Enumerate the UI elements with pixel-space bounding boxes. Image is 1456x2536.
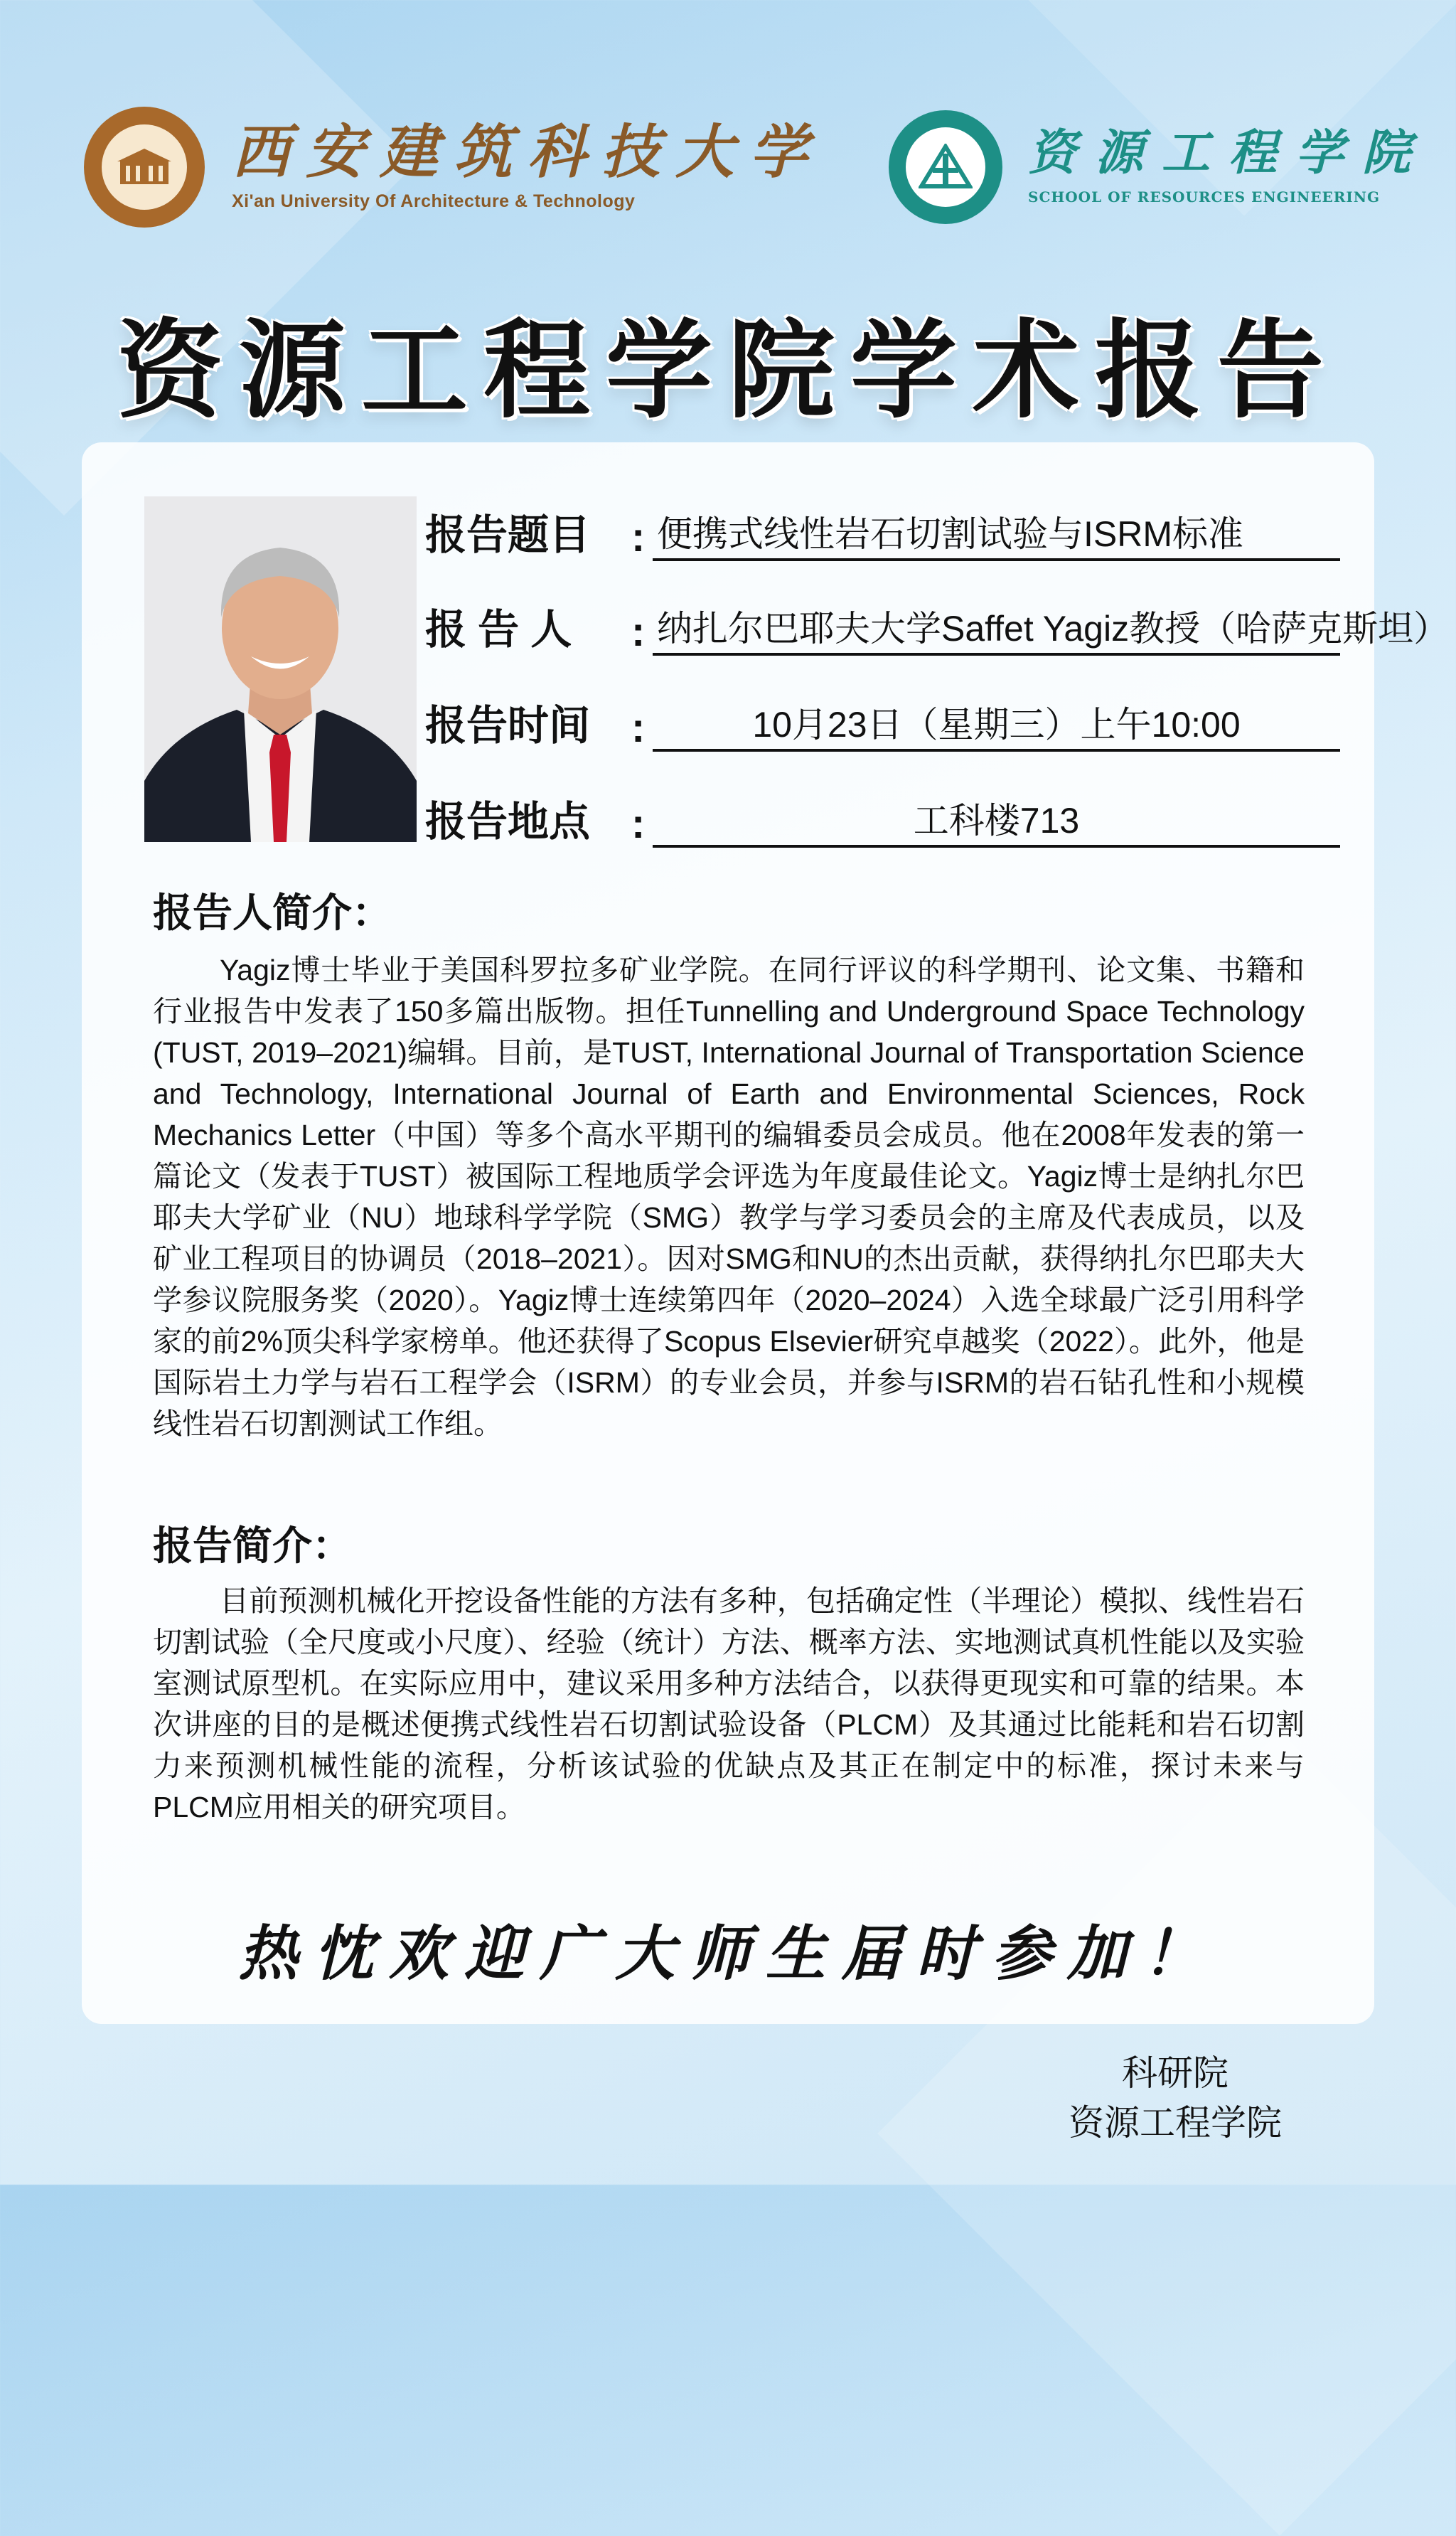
welcome-message: 热忱欢迎广大师生届时参加！	[237, 1918, 1218, 1988]
topic-value: 便携式线性岩石切割试验与ISRM标准	[653, 513, 1340, 561]
topic-row	[425, 501, 1340, 561]
time-colon: :	[631, 705, 646, 751]
school-name-en: SCHOOL OF RESOURCES ENGINEERING	[1028, 188, 1381, 206]
topic-colon: :	[631, 514, 646, 560]
university-name-cn: 西安建筑科技大学	[232, 117, 823, 186]
speaker-label: 报 告 人	[425, 607, 572, 653]
place-value: 工科楼713	[653, 799, 1340, 848]
speaker-row	[425, 596, 1450, 656]
speaker-photo	[144, 496, 417, 842]
school-seal-icon	[889, 110, 1002, 224]
speaker-value: 纳扎尔巴耶夫大学Saffet Yagiz教授（哈萨克斯坦）	[653, 607, 1340, 656]
topic-label: 报告题目	[425, 512, 591, 558]
abstract-heading: 报告简介：	[153, 1523, 352, 1568]
university-seal-icon	[84, 107, 205, 228]
bio-paragraph: Yagiz博士毕业于美国科罗拉多矿业学院。在同行评议的科学期刊、论文集、书籍和行业报告中发表了150多篇出版物。担任Tunnelling and Underground Space Technology (TUST, 2019–2021)编辑。目前，是TUST, International Journal of Transportation Science and Technology, International Journal of Earth and Environmental Sciences, Rock Mechanics Letter（中国）等多个高水平期刊的编辑委员会成员。他在2008年发表的第一篇论文（发表于TUST）被国际工程地质学会评选为年度最佳论文。Yagiz博士是纳扎尔巴耶夫大学矿业（NU）地球科学学院（SMG）教学与学习委员会的主席及代表成员，以及矿业工程项目的协调员（2018–2021）。因对SMG和NU的杰出贡献，获得纳扎尔巴耶夫大学参议院服务奖（2020）。Yagiz博士连续第四年（2020–2024）入选全球最广泛引用科学家的前2%顶尖科学家榜单。他还获得了Scopus Elsevier研究卓越奖（2022）。此外，他是国际岩土力学与岩石工程学会（ISRM）的专业会员，并参与ISRM的岩石钻孔性和小规模线性岩石切割测试工作组。	[153, 954, 1305, 1440]
time-label: 报告时间	[425, 703, 591, 749]
school-name-cn: 资源工程学院	[1028, 124, 1430, 181]
background-shape	[0, 0, 416, 516]
place-colon: :	[631, 801, 646, 847]
university-logo	[84, 107, 823, 228]
bio-heading: 报告人简介：	[153, 890, 392, 935]
signature-line-1: 科研院	[1122, 2053, 1228, 2093]
speaker-colon: :	[631, 609, 646, 655]
place-row	[425, 788, 1340, 848]
time-value: 10月23日（星期三）上午10:00	[653, 703, 1340, 752]
time-row	[425, 692, 1340, 752]
university-name-en: Xi'an University Of Architecture & Technology	[232, 191, 636, 211]
page-title: 资源工程学院学术报告	[116, 311, 1339, 430]
abstract-paragraph: 目前预测机械化开挖设备性能的方法有多种，包括确定性（半理论）模拟、线性岩石切割试验（全尺度或小尺度）、经验（统计）方法、概率方法、实地测试真机性能以及实验室测试原型机。在实际应用中，建议采用多种方法结合，以获得更现实和可靠的结果。本次讲座的目的是概述便携式线性岩石切割试验设备（PLCM）及其通过比能耗和岩石切割力来预测机械性能的流程，分析该试验的优缺点及其正在制定中的标准，探讨未来与PLCM应用相关的研究项目。	[153, 1584, 1305, 1823]
place-label: 报告地点	[425, 799, 591, 845]
signature-line-2: 资源工程学院	[1069, 2103, 1282, 2143]
signature-block	[1069, 2048, 1282, 2148]
school-logo	[889, 110, 1429, 224]
